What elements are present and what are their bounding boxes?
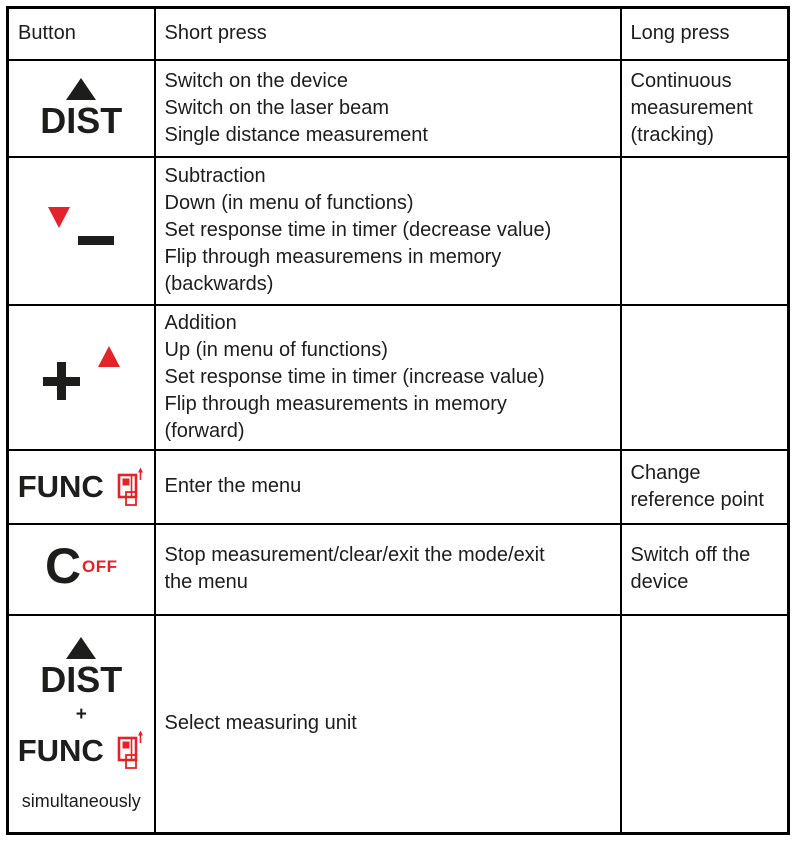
short-press-line: Set response time in timer (increase value) xyxy=(164,365,545,388)
short-press-line: Set response time in timer (decrease value) xyxy=(164,219,552,241)
minus-icon xyxy=(78,236,114,245)
table-row-minus xyxy=(8,157,789,305)
plus-separator: + xyxy=(75,704,87,726)
long-press-line: device xyxy=(630,571,689,593)
red-up-triangle-icon xyxy=(98,346,120,367)
plus-button-cell xyxy=(8,305,155,450)
button-functions-table xyxy=(6,6,790,835)
red-down-triangle-icon xyxy=(48,207,70,228)
dist-button-label: DIST xyxy=(40,99,123,141)
func-button xyxy=(18,730,145,770)
short-press-line: Flip through measuremens in memory xyxy=(164,246,502,268)
long-press-cell-empty xyxy=(621,305,789,450)
table-row-dist-func xyxy=(8,615,789,834)
func-button-label: FUNC xyxy=(17,469,104,504)
func-button-label: FUNC xyxy=(17,732,104,768)
long-press-line: Continuous xyxy=(630,69,732,92)
short-press-line: (backwards) xyxy=(164,273,274,295)
func-button-cell xyxy=(8,450,155,524)
dist-func-combo xyxy=(18,637,145,810)
long-press-line: measurement xyxy=(630,96,753,119)
func-button xyxy=(18,467,145,507)
short-press-cell xyxy=(155,524,621,615)
table-row-dist xyxy=(8,60,789,157)
short-press-line: Subtraction xyxy=(164,165,266,187)
long-press-line: reference point xyxy=(630,488,764,511)
simultaneously-label: simultaneously xyxy=(21,791,141,812)
short-press-line: Enter the menu xyxy=(164,475,302,497)
long-press-cell xyxy=(621,60,789,157)
clear-button-label: C xyxy=(44,538,82,594)
off-label: OFF xyxy=(82,557,118,576)
short-press-cell xyxy=(155,450,621,524)
dist-button-cell xyxy=(8,60,155,157)
clear-button-cell xyxy=(8,524,155,615)
device-reference-point-icon xyxy=(117,730,145,770)
dist-button xyxy=(40,78,122,139)
up-triangle-icon xyxy=(66,78,96,100)
short-press-cell xyxy=(155,615,621,834)
dist-button xyxy=(40,637,123,701)
up-triangle-icon xyxy=(66,637,96,659)
device-reference-point-icon xyxy=(117,467,145,507)
long-press-line: (tracking) xyxy=(630,123,714,146)
plus-button xyxy=(42,346,120,400)
table-row-clear xyxy=(8,524,789,615)
clear-off-button xyxy=(44,538,118,594)
long-press-cell xyxy=(621,524,789,615)
short-press-line: Select measuring unit xyxy=(164,712,357,735)
short-press-line: the menu xyxy=(164,571,248,593)
table-row-plus xyxy=(8,305,789,450)
short-press-cell xyxy=(155,305,621,450)
plus-icon xyxy=(43,377,80,386)
col-header-short-press: Short press xyxy=(155,8,621,60)
short-press-line: (forward) xyxy=(164,419,245,442)
short-press-line: Down (in menu of functions) xyxy=(164,192,414,214)
short-press-line: Up (in menu of functions) xyxy=(164,338,388,361)
table-row-func xyxy=(8,450,789,524)
long-press-cell-empty xyxy=(621,157,789,305)
long-press-line: Change xyxy=(630,461,701,484)
col-header-long-press: Long press xyxy=(621,8,789,60)
short-press-line: Stop measurement/clear/exit the mode/exit xyxy=(164,544,545,566)
dist-button-label: DIST xyxy=(40,659,123,701)
short-press-line: Flip through measurements in memory xyxy=(164,392,507,415)
short-press-line: Switch on the device xyxy=(164,69,348,92)
short-press-cell xyxy=(155,60,621,157)
short-press-cell xyxy=(155,157,621,305)
minus-button xyxy=(48,207,114,247)
long-press-cell-empty xyxy=(621,615,789,834)
long-press-cell xyxy=(621,450,789,524)
minus-button-cell xyxy=(8,157,155,305)
short-press-line: Single distance measurement xyxy=(164,123,428,146)
long-press-line: Switch off the xyxy=(630,544,751,566)
dist-func-button-cell xyxy=(8,615,155,834)
header-row xyxy=(8,8,789,60)
short-press-line: Switch on the laser beam xyxy=(164,96,390,119)
short-press-line: Addition xyxy=(164,311,237,334)
col-header-button: Button xyxy=(8,8,155,60)
